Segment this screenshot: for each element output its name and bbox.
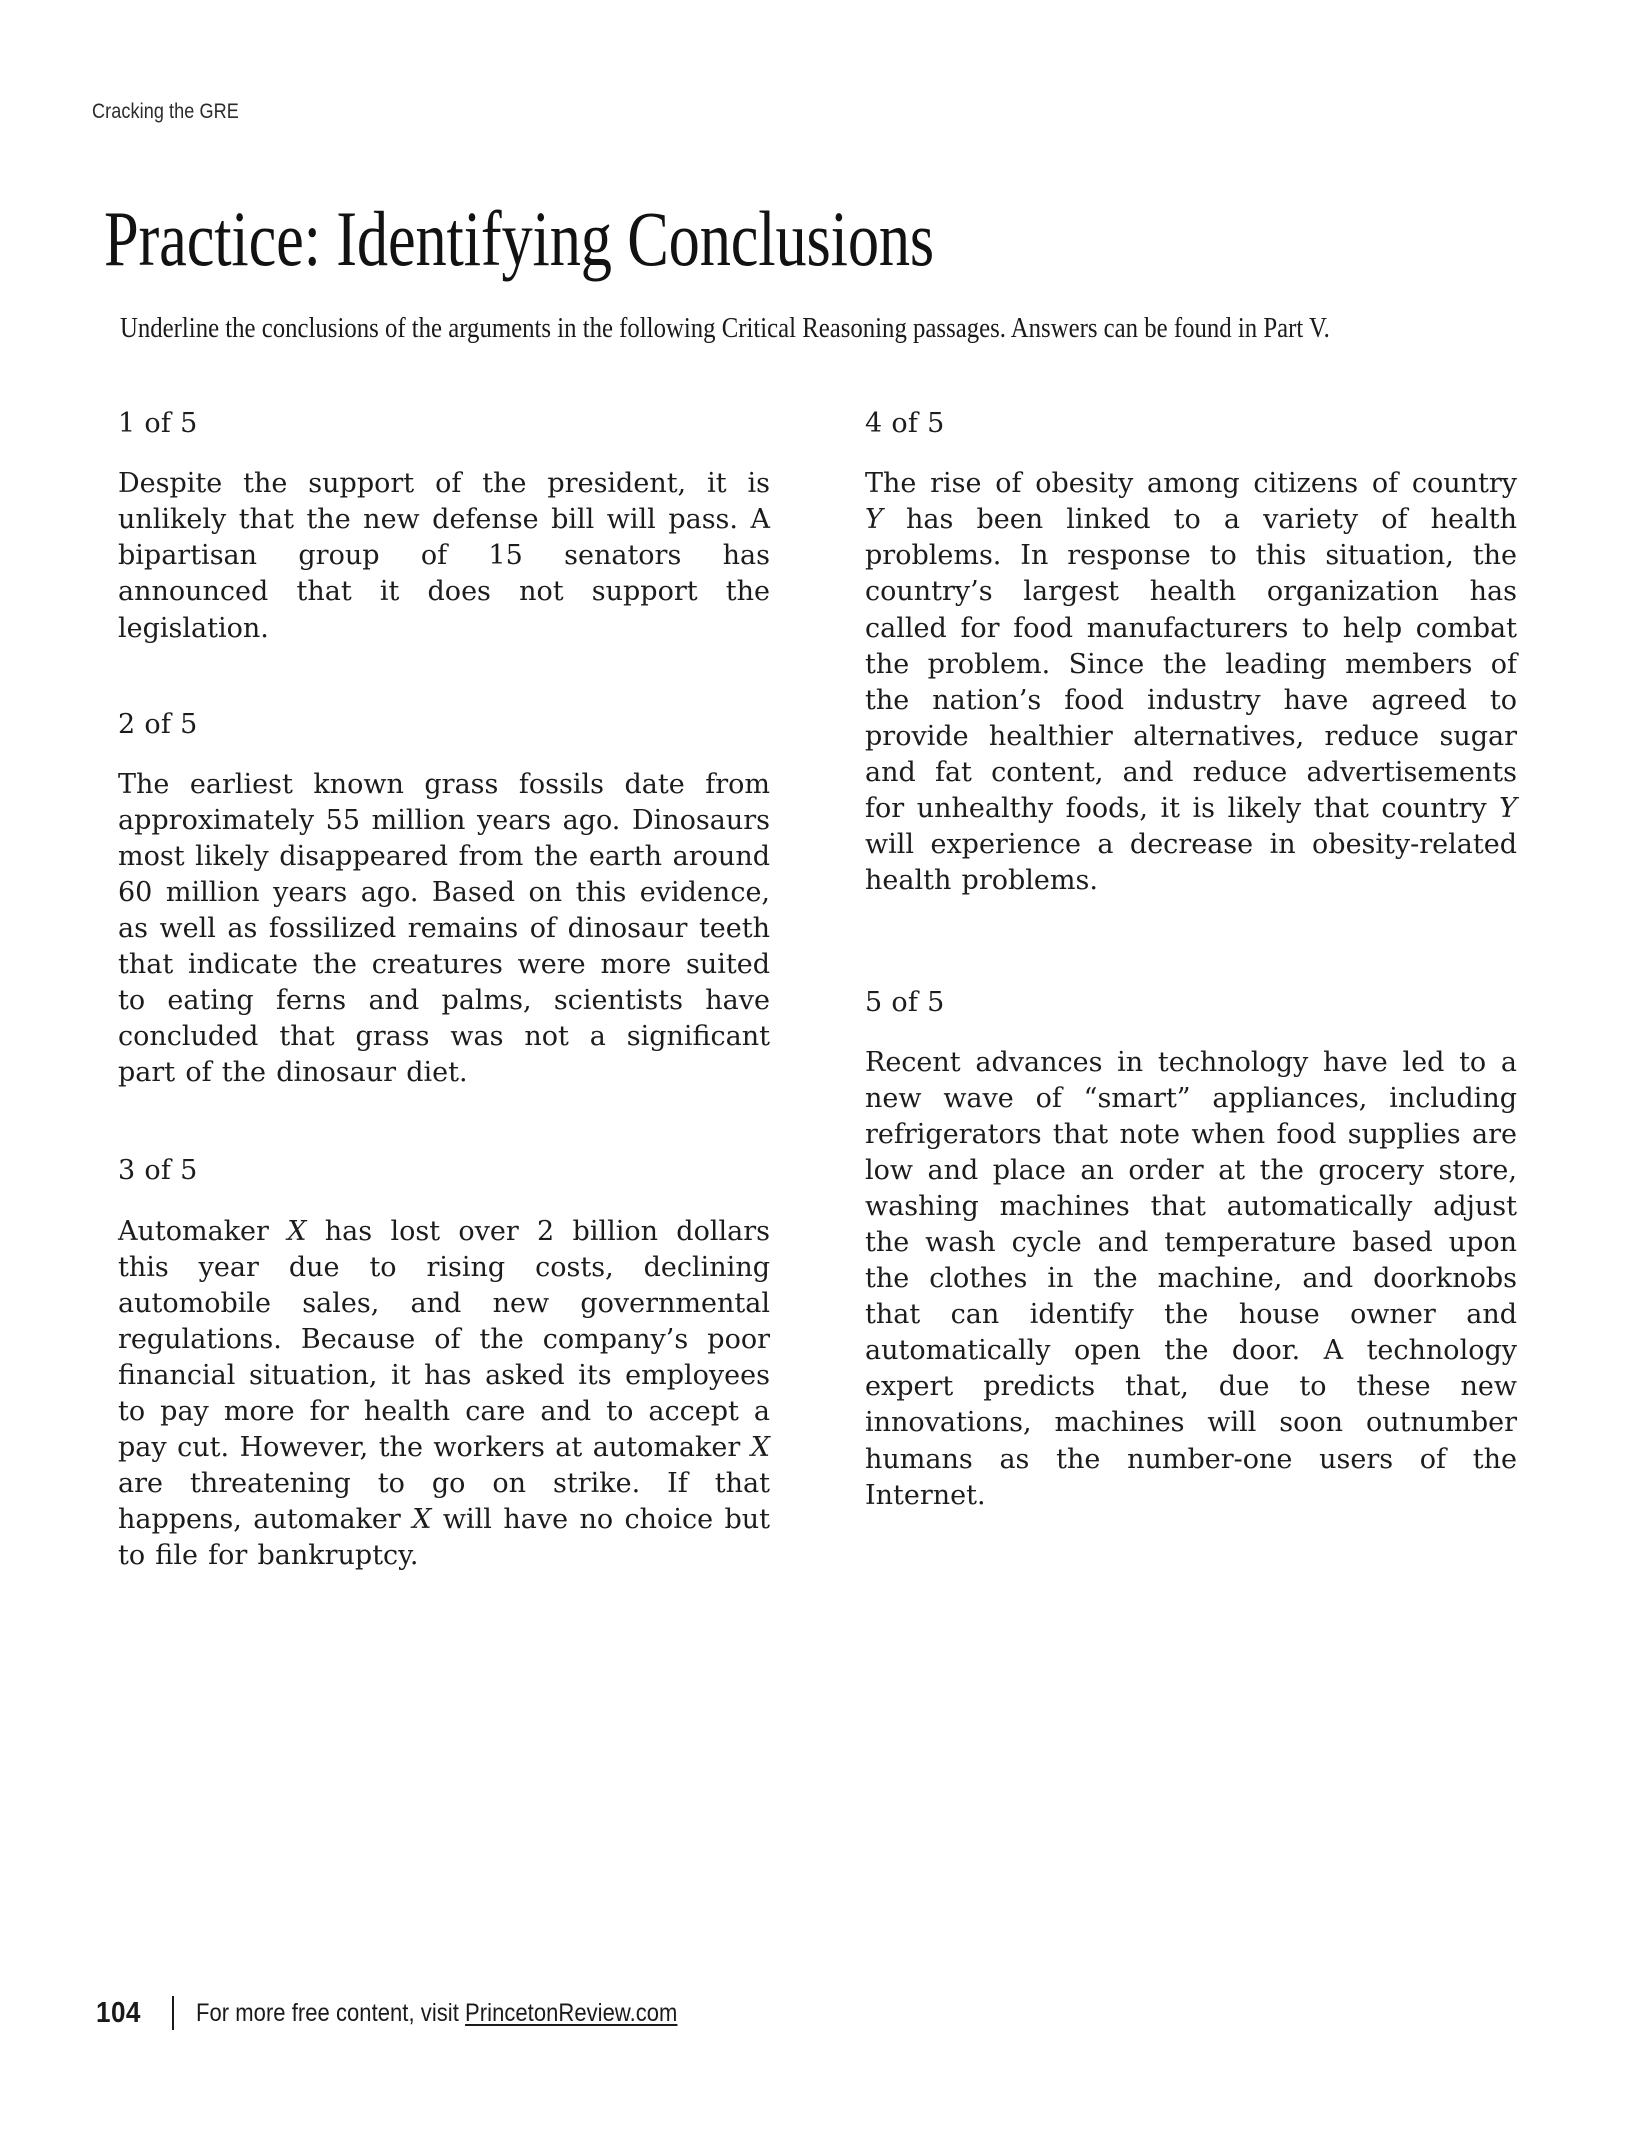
passage-3-variable-x-3: X (412, 1503, 432, 1535)
passage-3-variable-x-1: X (287, 1215, 307, 1247)
passage-3-label: 3 of 5 (118, 1155, 198, 1187)
passage-3-text-1: Automaker (118, 1215, 288, 1247)
column-right (865, 408, 1517, 1514)
passage-4-text-1: The rise of obesity among citizens of country (865, 468, 1517, 500)
passage-4 (865, 408, 1517, 899)
passage-4-variable-y-1: Y (865, 504, 883, 536)
passage-2-label: 2 of 5 (118, 708, 198, 740)
passage-4-text-3: will experience a decrease in obesity-related health problems. (865, 828, 1517, 896)
passage-3-body (118, 1214, 770, 1574)
passage-3-text-4: will have no choice but to file for bankruptcy. (118, 1503, 770, 1571)
passage-3-text-3: are threatening to go on strike. If that happens, automaker (118, 1467, 770, 1535)
passage-4-label: 4 of 5 (865, 408, 945, 439)
passage-1-label: 1 of 5 (118, 408, 198, 439)
passage-3-text-2: has lost over 2 billion dollars this year due to rising costs, declining automobile sales, and new governmental regulations. Because of the company’s poor financial situation, it has asked its employees to pay more for health care and to accept a pay cut. However, the workers at automaker (118, 1215, 770, 1463)
page-footer (96, 1996, 743, 2030)
passage-4-body (865, 466, 1517, 898)
passage-5-body: Recent advances in technology have led to a new wave of “smart” appliances, including refrigerators that note when food supplies are low and place an order at the grocery store, washing machines that automatically adjust the wash cycle and temperature based upon the clothes in the machine, and doorknobs that can identify the house owner and automatically open the door. A technology expert predicts that, due to these new innovations, machines will soon outnumber humans as the number-one users of the Internet. (865, 1047, 1517, 1511)
passage-columns (118, 408, 1518, 1574)
running-head: Cracking the GRE (92, 100, 239, 123)
passage-1 (118, 408, 770, 647)
passage-2 (118, 709, 770, 1092)
passage-5 (865, 987, 1517, 1514)
passage-1-body: Despite the support of the president, it is unlikely that the new defense bill will pass. A bipartisan group of 15 senators has announced that it does not support the legislation. (118, 468, 770, 644)
instruction-text: Underline the conclusions of the arguments in the following Critical Reasoning passages. Answers can be found in Part V. (120, 313, 1330, 344)
footer-text (196, 1999, 677, 2028)
footer-text-label: For more free content, visit (195, 1998, 465, 2027)
passage-5-label: 5 of 5 (865, 986, 945, 1018)
passage-3-variable-x-2: X (750, 1431, 770, 1463)
passage-3 (118, 1155, 770, 1574)
passage-2-body: The earliest known grass fossils date from approximately 55 million years ago. Dinosaurs most likely disappeared from the earth around 60 million years ago. Based on this evidence, as well as fossilized remains of dinosaur teeth that indicate the creatures were more suited to eating ferns and palms, scientists have concluded that grass was not a significant part of the dinosaur diet. (118, 768, 770, 1089)
page-title: Practice: Identifying Conclusions (104, 195, 935, 283)
footer-page-number: 104 (96, 1996, 141, 2029)
footer-divider (172, 1996, 174, 2030)
passage-4-text-2: has been linked to a variety of health problems. In response to this situation, the country’s largest health organization has called for food manufacturers to help combat the problem. Since the leading members of the nation’s food industry have agreed to provide healthier alternatives, reduce sugar and fat content, and reduce advertisements for unhealthy foods, it is likely that country (865, 504, 1517, 824)
column-left (118, 408, 770, 1574)
passage-4-variable-y-2: Y (1499, 792, 1517, 824)
princeton-review-link[interactable]: PrincetonReview.com (464, 1998, 678, 2027)
